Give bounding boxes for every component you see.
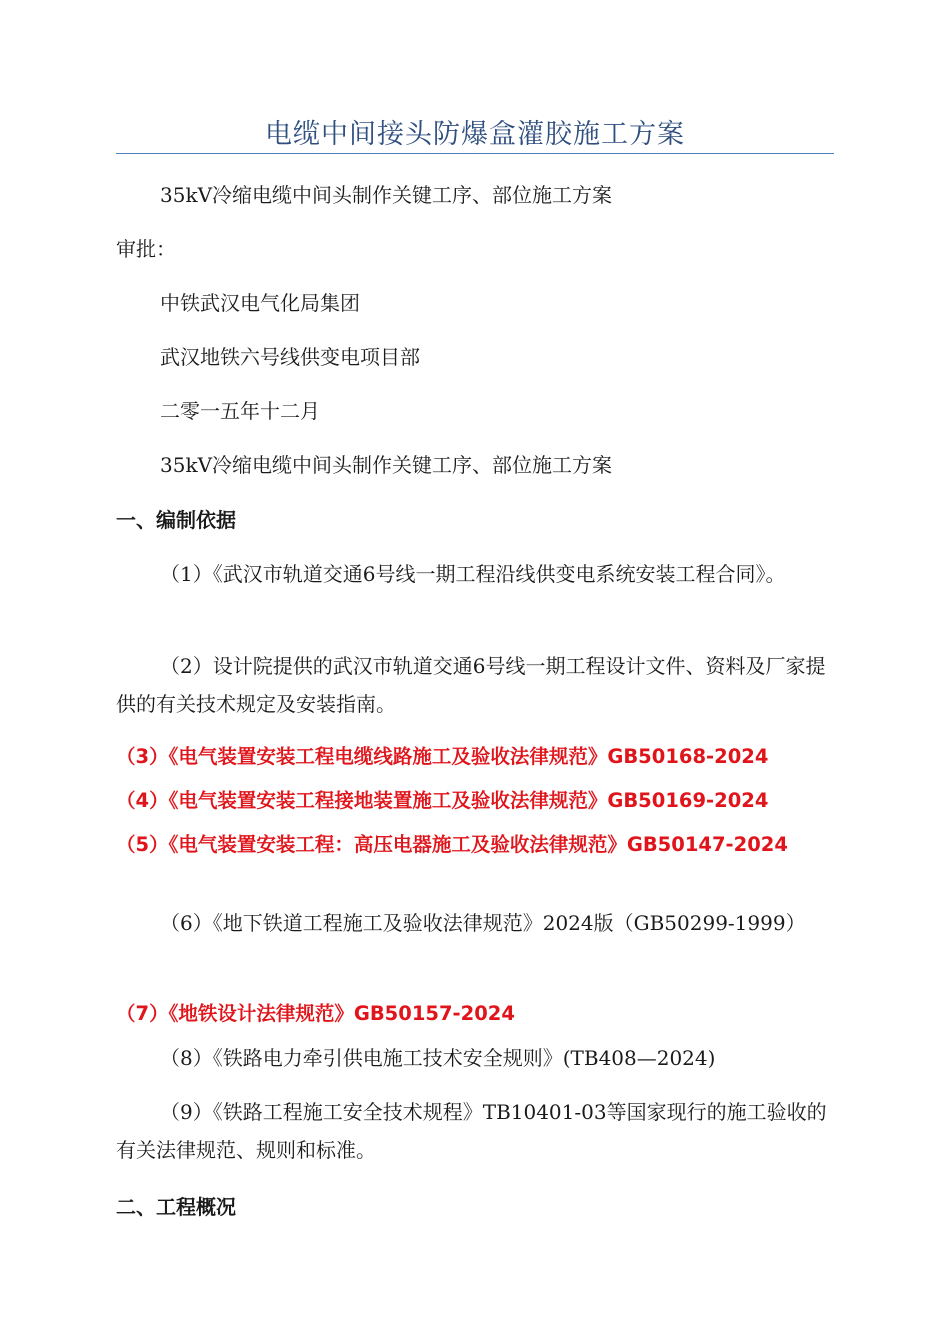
- subtitle-2: 35kV冷缩电缆中间头制作关键工序、部位施工方案: [160, 453, 613, 477]
- basis-item-5: （5）《电气装置安装工程：高压电器施工及验收法律规范》GB50147-2024: [116, 833, 788, 856]
- basis-item-1: （1）《武汉市轨道交通6号线一期工程沿线供变电系统安装工程合同》。: [160, 562, 786, 586]
- basis-item-6: （6）《地下铁道工程施工及验收法律规范》2024版（GB50299-1999）: [160, 911, 806, 935]
- approval-label: 审批：: [116, 237, 176, 261]
- title-underline: [116, 153, 834, 154]
- section-1-heading: 一、编制依据: [116, 508, 236, 532]
- company-name: 中铁武汉电气化局集团: [160, 291, 360, 315]
- basis-item-2: （2）设计院提供的武汉市轨道交通6号线一期工程设计文件、资料及厂家提供的有关技术规定及安装指南。: [116, 654, 826, 716]
- document-date: 二零一五年十二月: [160, 399, 320, 423]
- basis-item-3: （3）《电气装置安装工程电缆线路施工及验收法律规范》GB50168-2024: [116, 745, 769, 768]
- document-title: 电缆中间接头防爆盒灌胶施工方案: [265, 119, 685, 150]
- section-2-heading: 二、工程概况: [116, 1195, 236, 1219]
- basis-item-4: （4）《电气装置安装工程接地装置施工及验收法律规范》GB50169-2024: [116, 789, 769, 812]
- basis-item-8: （8）《铁路电力牵引供电施工技术安全规则》(TB408—2024): [160, 1046, 716, 1070]
- basis-item-7: （7）《地铁设计法律规范》GB50157-2024: [116, 1002, 515, 1025]
- subtitle-1: 35kV冷缩电缆中间头制作关键工序、部位施工方案: [160, 183, 613, 207]
- basis-item-9: （9）《铁路工程施工安全技术规程》TB10401-03等国家现行的施工验收的有关法律规范、规则和标准。: [116, 1100, 827, 1162]
- project-department: 武汉地铁六号线供变电项目部: [160, 345, 420, 369]
